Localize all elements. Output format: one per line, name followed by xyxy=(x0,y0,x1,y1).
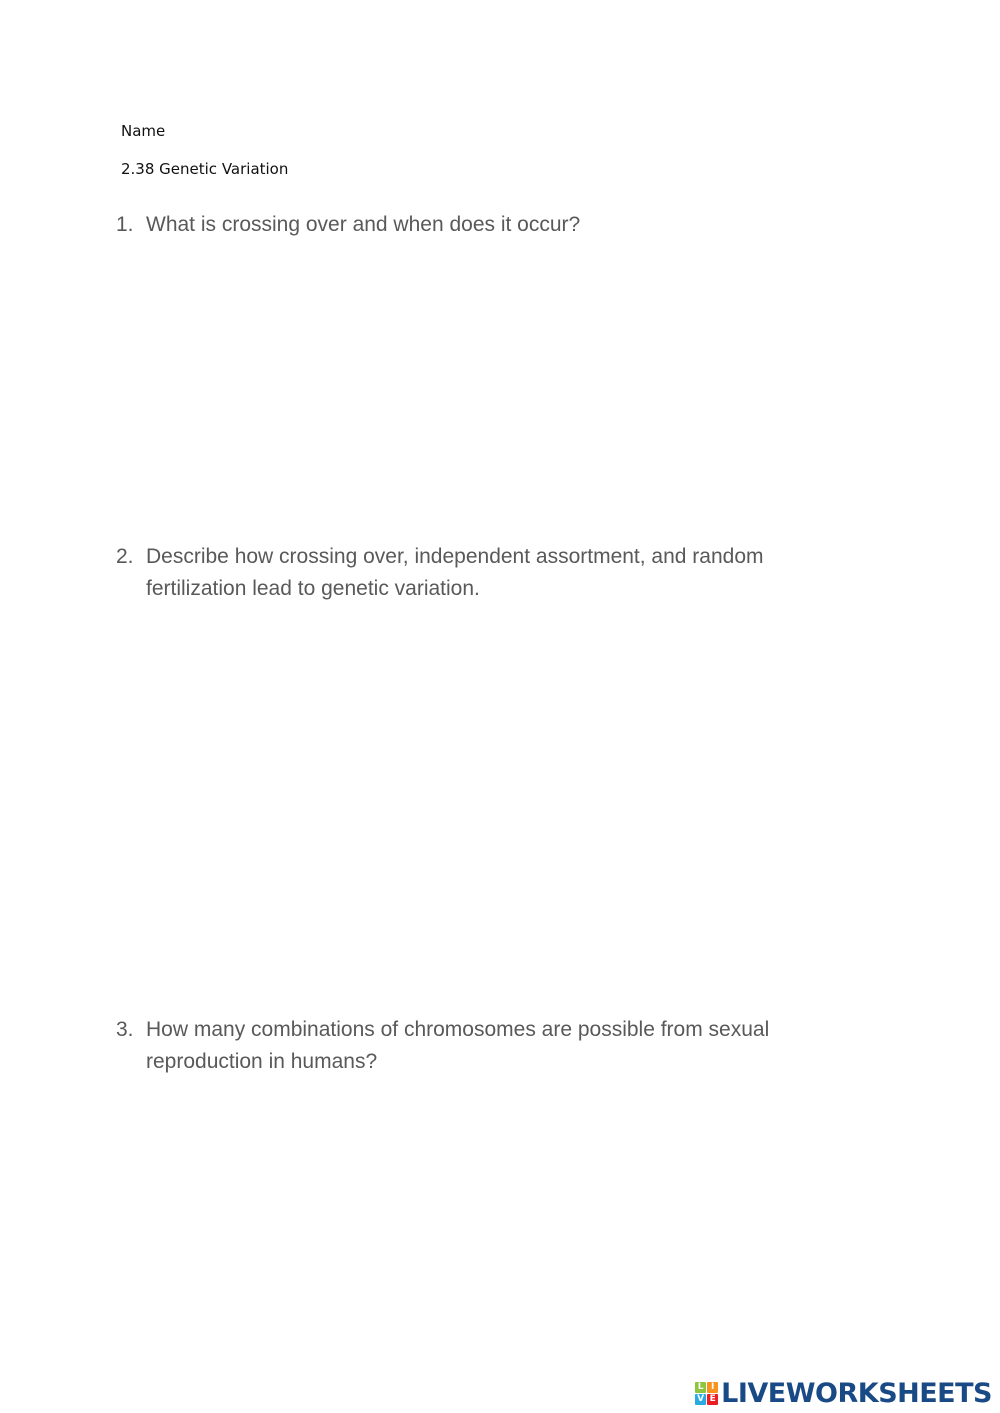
logo-mark-letter: E xyxy=(707,1394,718,1405)
worksheet-title: 2.38 Genetic Variation xyxy=(121,160,289,178)
question-2 xyxy=(116,541,856,604)
question-text: Describe how crossing over, independent assortment, and random fertilization lead to genetic variation. xyxy=(146,545,764,600)
logo-mark-letter: V xyxy=(695,1394,706,1405)
logo-text: LIVEWORKSHEETS xyxy=(721,1377,992,1409)
question-3 xyxy=(116,1014,856,1077)
question-text: How many combinations of chromosomes are possible from sexual reproduction in humans? xyxy=(146,1018,770,1073)
logo-mark-letter: L xyxy=(695,1382,706,1393)
question-number: 1. xyxy=(116,213,134,236)
logo-mark-icon xyxy=(695,1382,718,1405)
logo-mark-letter: I xyxy=(707,1382,718,1393)
question-text: What is crossing over and when does it occur? xyxy=(146,213,581,236)
question-number: 2. xyxy=(116,545,134,568)
question-number: 3. xyxy=(116,1018,134,1041)
answer-area-2[interactable] xyxy=(146,620,866,990)
liveworksheets-logo xyxy=(695,1374,992,1412)
name-label: Name xyxy=(121,122,166,140)
answer-area-3[interactable] xyxy=(146,1095,866,1345)
answer-area-1[interactable] xyxy=(146,260,866,520)
question-1 xyxy=(116,209,856,241)
